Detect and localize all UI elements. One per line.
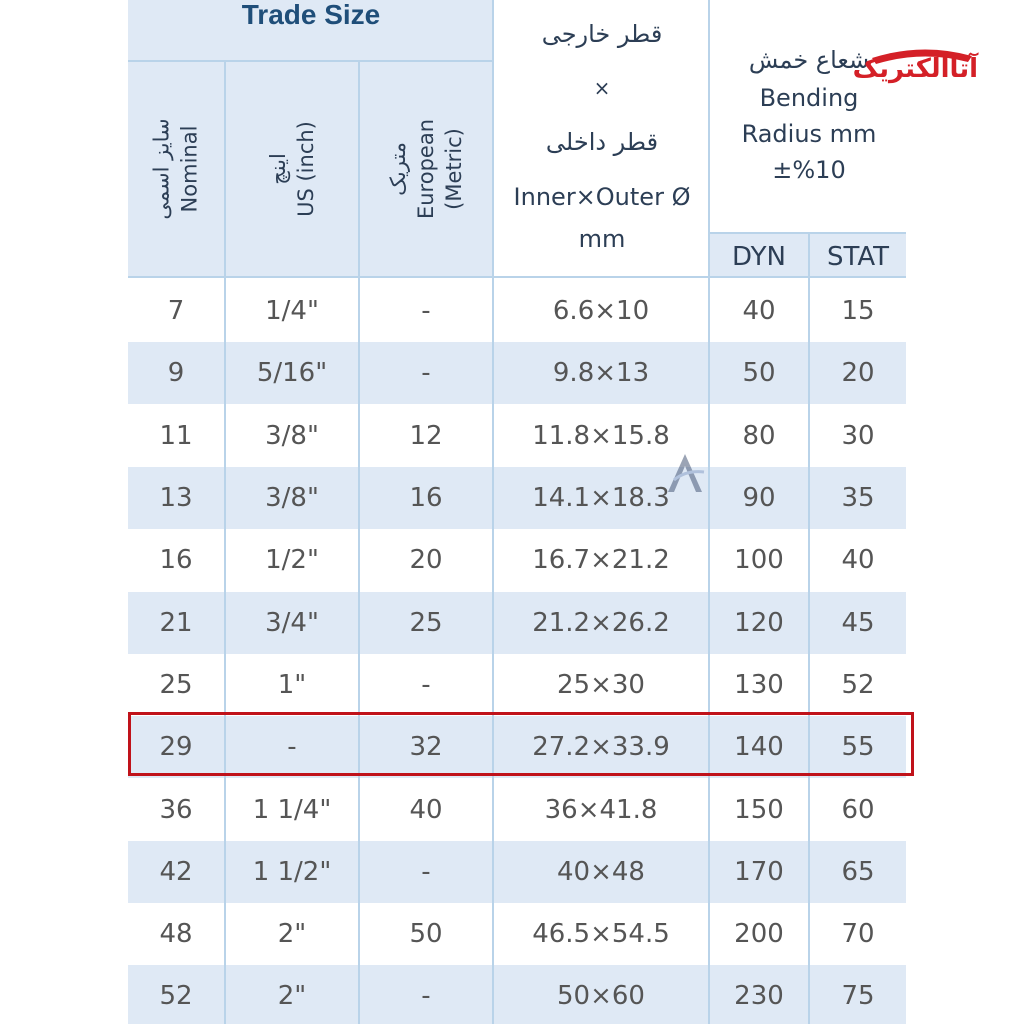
cell-eu: 50 bbox=[409, 919, 443, 950]
cell-stat: 15 bbox=[841, 296, 875, 327]
cell-dyn: 80 bbox=[742, 420, 776, 451]
cell-stat: 35 bbox=[841, 483, 875, 514]
european-header bbox=[360, 62, 492, 276]
cell-nominal: 42 bbox=[159, 856, 193, 887]
column-divider-4 bbox=[708, 0, 710, 1024]
cell-diameter: 50×60 bbox=[557, 981, 645, 1012]
cell-dyn: 40 bbox=[742, 296, 776, 327]
cell-us: 1" bbox=[277, 669, 307, 700]
cell-stat: 20 bbox=[841, 358, 875, 389]
cell-eu: 12 bbox=[409, 420, 443, 451]
cell-nominal: 29 bbox=[159, 732, 193, 763]
cell-eu: - bbox=[421, 856, 431, 887]
cell-us: 3/4" bbox=[265, 607, 319, 638]
cell-us: 2" bbox=[277, 981, 307, 1012]
us-header bbox=[226, 62, 358, 276]
cell-dyn: 100 bbox=[734, 545, 784, 576]
cell-nominal: 36 bbox=[159, 794, 193, 825]
cell-us: 2" bbox=[277, 919, 307, 950]
bending-header-line1: شعاع خمش bbox=[748, 46, 870, 74]
cell-stat: 65 bbox=[841, 856, 875, 887]
diameter-header-line3: قطر داخلی bbox=[545, 128, 659, 156]
highlighted-row-outline bbox=[128, 712, 914, 776]
diameter-header-line1: قطر خارجی bbox=[541, 20, 663, 48]
cell-stat: 52 bbox=[841, 669, 875, 700]
nominal-header-fa: سایز اسمی bbox=[150, 118, 174, 220]
european-header-fa: متریک bbox=[386, 142, 410, 196]
cell-dyn: 170 bbox=[734, 856, 784, 887]
diameter-header bbox=[496, 6, 708, 272]
cell-nominal: 16 bbox=[159, 545, 193, 576]
cell-diameter: 25×30 bbox=[557, 669, 645, 700]
column-divider-2 bbox=[358, 60, 360, 1024]
bending-header-line3: Radius mm bbox=[741, 120, 877, 148]
cell-stat: 30 bbox=[841, 420, 875, 451]
column-divider-1 bbox=[224, 60, 226, 1024]
cell-eu: - bbox=[421, 358, 431, 389]
header-bottom-line bbox=[128, 276, 906, 278]
diameter-header-line2: × bbox=[593, 76, 611, 100]
cell-stat: 45 bbox=[841, 607, 875, 638]
cell-eu: 25 bbox=[409, 607, 443, 638]
cell-eu: 32 bbox=[409, 732, 443, 763]
cell-stat: 55 bbox=[841, 732, 875, 763]
cell-eu: 40 bbox=[409, 794, 443, 825]
cell-nominal: 7 bbox=[167, 296, 185, 327]
cell-stat: 70 bbox=[841, 919, 875, 950]
cell-dyn: 140 bbox=[734, 732, 784, 763]
us-header-en: US (inch) bbox=[293, 121, 318, 217]
cell-dyn: 130 bbox=[734, 669, 784, 700]
cell-stat: 75 bbox=[841, 981, 875, 1012]
cell-eu: 16 bbox=[409, 483, 443, 514]
cell-us: 1 1/4" bbox=[252, 794, 332, 825]
cell-diameter: 40×48 bbox=[557, 856, 645, 887]
dyn-header: DYN bbox=[732, 242, 786, 272]
european-header-en: European bbox=[414, 118, 438, 220]
cell-nominal: 25 bbox=[159, 669, 193, 700]
us-header-fa: اینچ bbox=[265, 153, 290, 185]
cell-us: 1 1/2" bbox=[252, 856, 332, 887]
header-divider-trade-size bbox=[128, 60, 494, 62]
cell-nominal: 48 bbox=[159, 919, 193, 950]
cell-us: - bbox=[287, 732, 297, 763]
brand-logo-text: آتاالکتریک bbox=[852, 54, 978, 84]
cell-eu: - bbox=[421, 669, 431, 700]
cell-dyn: 50 bbox=[742, 358, 776, 389]
cell-diameter: 6.6×10 bbox=[552, 296, 650, 327]
diameter-header-line4: Inner×Outer Ø bbox=[513, 183, 691, 211]
trade-size-title: Trade Size bbox=[241, 0, 381, 30]
cell-diameter: 9.8×13 bbox=[552, 358, 650, 389]
cell-us: 1/2" bbox=[265, 545, 319, 576]
cell-diameter: 36×41.8 bbox=[544, 794, 658, 825]
diameter-header-line5: mm bbox=[578, 225, 626, 253]
cell-diameter: 27.2×33.9 bbox=[532, 732, 670, 763]
cell-eu: - bbox=[421, 981, 431, 1012]
cell-us: 1/4" bbox=[265, 296, 319, 327]
cell-dyn: 200 bbox=[734, 919, 784, 950]
cell-dyn: 120 bbox=[734, 607, 784, 638]
cell-nominal: 9 bbox=[167, 358, 185, 389]
cell-eu: 20 bbox=[409, 545, 443, 576]
cell-stat: 60 bbox=[841, 794, 875, 825]
nominal-header-en: Nominal bbox=[178, 125, 202, 213]
cell-diameter: 14.1×18.3 bbox=[532, 483, 670, 514]
brand-logo bbox=[852, 46, 978, 96]
cell-eu: - bbox=[421, 296, 431, 327]
cell-us: 3/8" bbox=[265, 483, 319, 514]
cell-nominal: 13 bbox=[159, 483, 193, 514]
cell-dyn: 90 bbox=[742, 483, 776, 514]
cell-diameter: 16.7×21.2 bbox=[532, 545, 670, 576]
cell-us: 5/16" bbox=[256, 358, 328, 389]
cell-nominal: 21 bbox=[159, 607, 193, 638]
cell-nominal: 52 bbox=[159, 981, 193, 1012]
cell-diameter: 46.5×54.5 bbox=[532, 919, 670, 950]
cell-dyn: 230 bbox=[734, 981, 784, 1012]
european-header-en2: (Metric) bbox=[442, 128, 466, 210]
cell-diameter: 11.8×15.8 bbox=[532, 420, 670, 451]
cell-dyn: 150 bbox=[734, 794, 784, 825]
bending-header-line2: Bending bbox=[759, 84, 859, 112]
cell-us: 3/8" bbox=[265, 420, 319, 451]
column-divider-5 bbox=[808, 232, 810, 1024]
cell-stat: 40 bbox=[841, 545, 875, 576]
nominal-header bbox=[128, 62, 224, 276]
cell-nominal: 11 bbox=[159, 420, 193, 451]
bending-header-line4: ±%10 bbox=[772, 156, 846, 184]
cell-diameter: 21.2×26.2 bbox=[532, 607, 670, 638]
column-divider-3 bbox=[492, 0, 494, 1024]
stat-header: STAT bbox=[826, 242, 890, 272]
